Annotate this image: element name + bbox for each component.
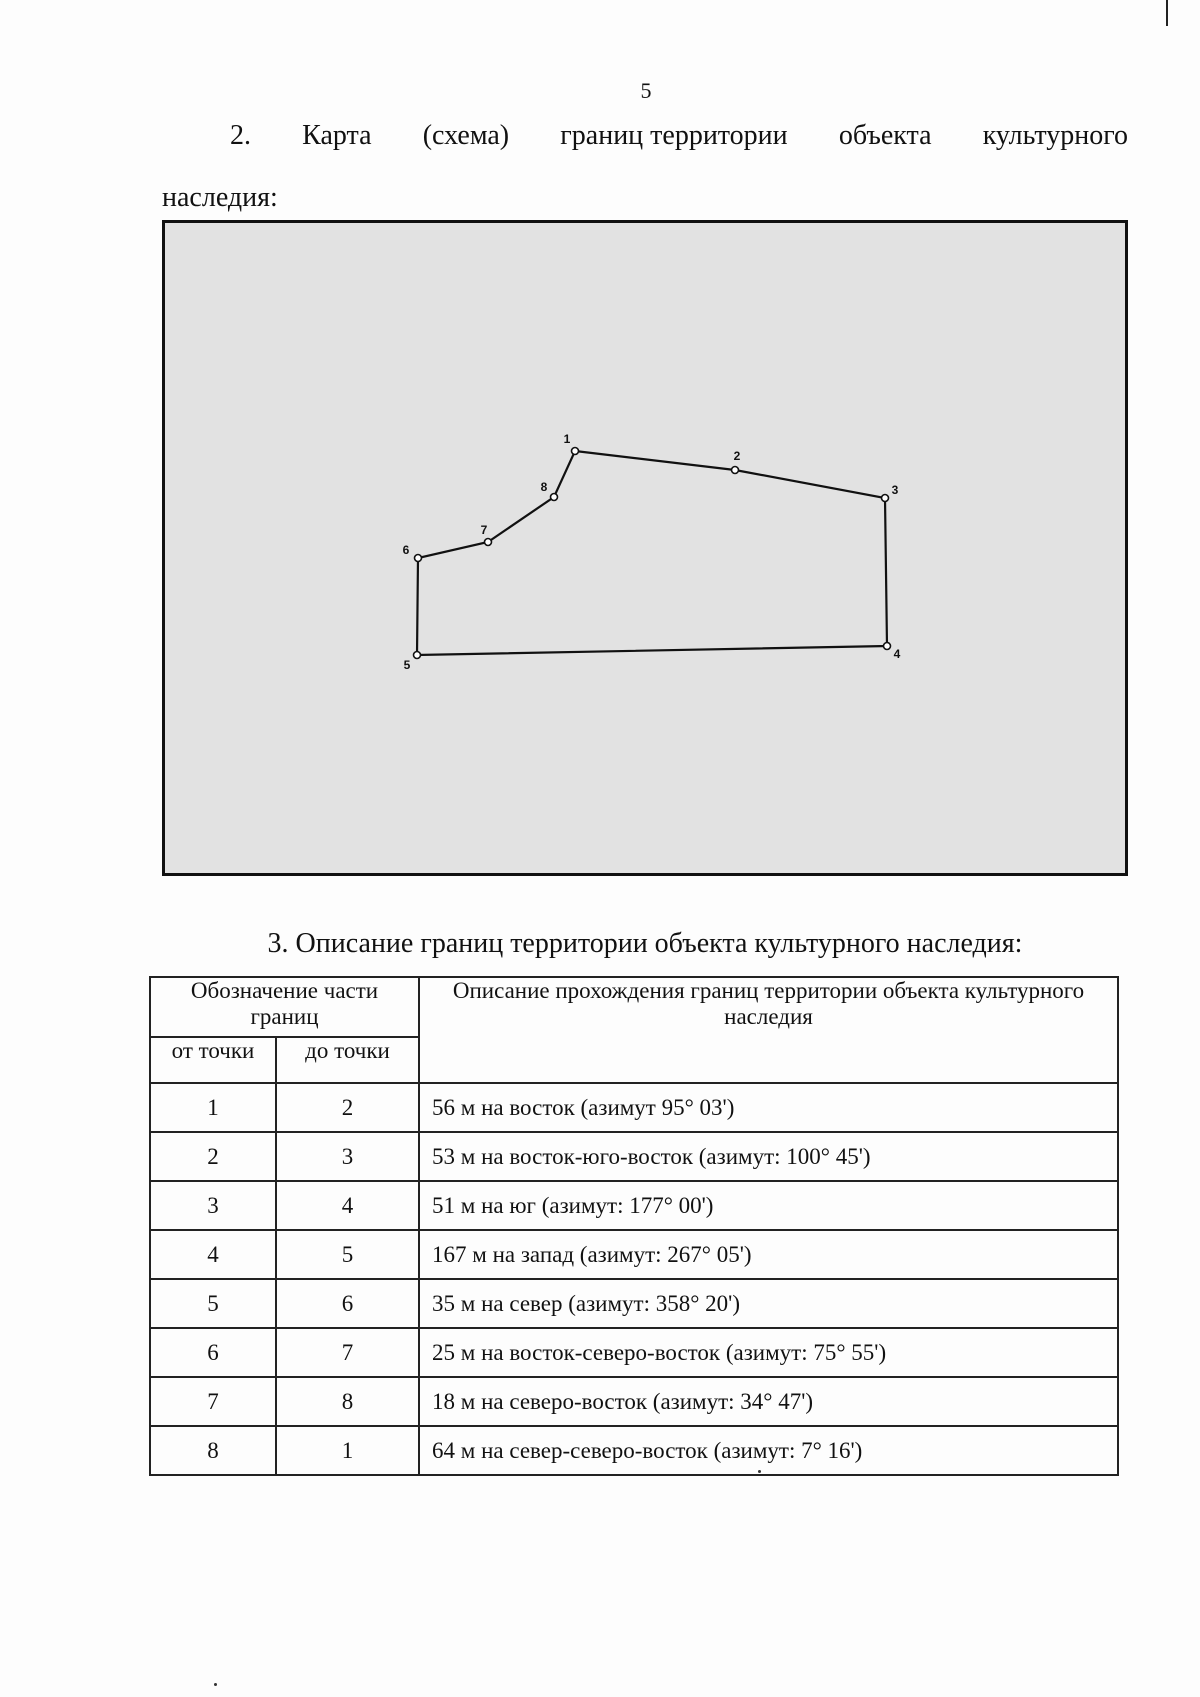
cell-description: 56 м на восток (азимут 95° 03'): [419, 1083, 1118, 1132]
boundary-point-label: 6: [402, 543, 410, 557]
cell-description: 25 м на восток-северо-восток (азимут: 75° 55'): [419, 1328, 1118, 1377]
header-boundary-part: Обозначение части границ: [150, 977, 419, 1037]
section2-word: Карта: [302, 120, 372, 151]
header-description: Описание прохождения границ территории объекта культурного наследия: [419, 977, 1118, 1083]
cell-from: 7: [150, 1377, 276, 1426]
cell-to: 4: [276, 1181, 419, 1230]
boundary-point-marker: [551, 494, 558, 501]
cell-to: 3: [276, 1132, 419, 1181]
boundary-point-label: 1: [563, 432, 571, 446]
boundary-point-marker: [572, 448, 579, 455]
boundary-point-marker: [882, 495, 889, 502]
section2-word: 2.: [230, 120, 251, 151]
cell-to: 6: [276, 1279, 419, 1328]
boundary-points: [403, 432, 901, 672]
boundary-point-label: 4: [893, 647, 901, 661]
boundary-polygon: [417, 451, 887, 655]
boundary-point-marker: [485, 539, 492, 546]
table-row: [150, 1377, 1118, 1426]
cell-from: 4: [150, 1230, 276, 1279]
table-row: [150, 1181, 1118, 1230]
cell-from: 2: [150, 1132, 276, 1181]
header-to-point: до точки: [276, 1037, 419, 1083]
cell-description: 53 м на восток-юго-восток (азимут: 100° 45'): [419, 1132, 1118, 1181]
section2-heading: [230, 120, 1128, 152]
boundary-point-label: 2: [733, 449, 741, 463]
section3-heading: 3. Описание границ территории объекта культурного наследия:: [267, 928, 1023, 959]
cell-description: 35 м на север (азимут: 358° 20'): [419, 1279, 1118, 1328]
table-row: [150, 1132, 1118, 1181]
table-row: [150, 1426, 1118, 1475]
section2-word: культурного: [982, 120, 1128, 151]
scan-speck: [214, 1683, 217, 1686]
cell-to: 5: [276, 1230, 419, 1279]
section2-word: (схема): [422, 120, 510, 151]
section2-heading-continuation: наследия:: [162, 182, 278, 213]
boundary-point-label: 5: [403, 658, 411, 672]
boundary-point-label: 3: [891, 483, 899, 497]
table-row: [150, 1328, 1118, 1377]
boundary-map-canvas: [165, 223, 1125, 873]
cell-description: 51 м на юг (азимут: 177° 00'): [419, 1181, 1118, 1230]
table-row: [150, 1279, 1118, 1328]
boundary-point-marker: [415, 555, 422, 562]
page-number: 5: [640, 78, 652, 103]
cell-to: 8: [276, 1377, 419, 1426]
cell-from: 3: [150, 1181, 276, 1230]
cell-from: 1: [150, 1083, 276, 1132]
cell-to: 7: [276, 1328, 419, 1377]
header-from-point: от точки: [150, 1037, 276, 1083]
cell-description: 18 м на северо-восток (азимут: 34° 47'): [419, 1377, 1118, 1426]
boundary-point-marker: [732, 467, 739, 474]
boundary-map: [162, 220, 1128, 876]
boundary-point-label: 7: [480, 523, 488, 537]
cell-to: 2: [276, 1083, 419, 1132]
table-row: [150, 1083, 1118, 1132]
page-edge-rule: [1166, 0, 1168, 26]
cell-description: 64 м на север-северо-восток (азимут: 7° 16'): [419, 1426, 1118, 1475]
boundary-point-marker: [884, 643, 891, 650]
cell-from: 6: [150, 1328, 276, 1377]
boundary-point-label: 8: [540, 480, 548, 494]
section2-word: объекта: [838, 120, 932, 151]
cell-from: 8: [150, 1426, 276, 1475]
cell-from: 5: [150, 1279, 276, 1328]
boundary-point-marker: [414, 652, 421, 659]
table-row: [150, 1230, 1118, 1279]
scan-speck: [758, 1470, 761, 1473]
cell-description: 167 м на запад (азимут: 267° 05'): [419, 1230, 1118, 1279]
boundary-table: [149, 976, 1119, 1476]
cell-to: 1: [276, 1426, 419, 1475]
section2-word: границ территории: [560, 120, 788, 151]
